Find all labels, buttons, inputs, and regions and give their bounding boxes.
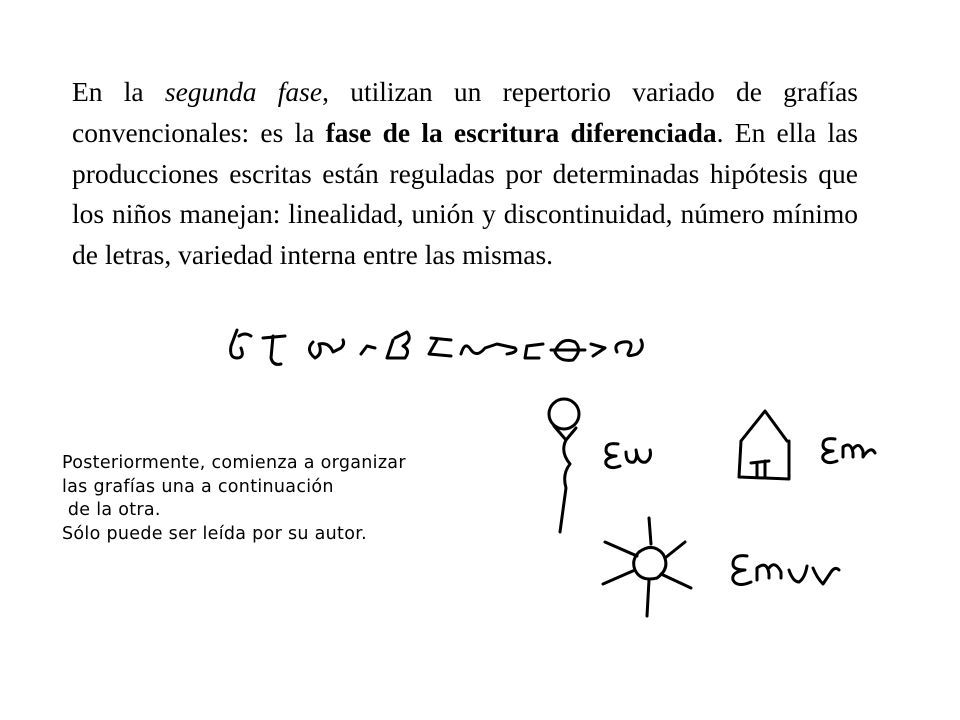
paragraph-text-3: . En ella las producciones escritas están reguladas por determinadas hipótesis que los niños manejan: linealidad, unión y discontinuidad, número mínimo de letras, variedad interna entre las mismas. — [72, 116, 858, 271]
caption-line-1: Posteriormente, comienza a organizar — [62, 453, 406, 473]
caption — [62, 452, 512, 546]
paragraph-text-2: , utilizan un repertorio variado de grafías convencionales: es la — [72, 76, 858, 148]
paragraph-italic-phrase: segunda fase — [164, 76, 323, 107]
caption-line-4: Sólo puede ser leída por su autor. — [62, 523, 367, 544]
paragraph-bold-phrase: fase de la escritura diferenciada — [325, 116, 717, 148]
house-drawing — [735, 405, 885, 485]
paragraph-text-1: En la — [72, 76, 165, 107]
caption-line-3: de la otra. — [62, 500, 161, 520]
handwritten-scribble-row — [225, 318, 695, 378]
caption-line-2: las grafías una a continuación — [62, 476, 334, 497]
sun-drawing — [595, 512, 855, 622]
main-paragraph — [72, 72, 858, 276]
